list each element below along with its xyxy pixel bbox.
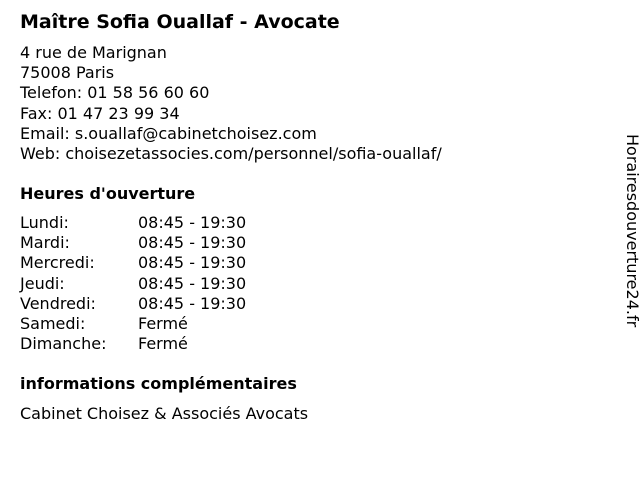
hours-day: Vendredi:: [20, 293, 96, 313]
hours-time: 08:45 - 19:30: [138, 213, 247, 232]
email-line: Email: s.ouallaf@cabinetchoisez.com: [20, 123, 317, 143]
hours-day: Dimanche:: [20, 334, 107, 354]
hours-time: 08:45 - 19:30: [138, 253, 247, 273]
address-city: 75008 Paris: [20, 63, 115, 83]
opening-hours-heading: Heures d'ouverture: [20, 184, 196, 203]
hours-day: Mercredi:: [20, 253, 95, 273]
additional-info-text: Cabinet Choisez & Associés Avocats: [20, 404, 309, 423]
web-line: Web: choisezetassocies.com/personnel/sofia-ouallaf/: [20, 144, 442, 164]
hours-row-sunday: [20, 334, 246, 354]
hours-row-saturday: [20, 314, 246, 334]
hours-day: Samedi:: [20, 314, 86, 334]
hours-row-thursday: [20, 274, 246, 294]
hours-time: Fermé: [138, 334, 188, 354]
page-title: Maître Sofia Ouallaf - Avocate: [20, 11, 340, 33]
address-street: 4 rue de Marignan: [20, 43, 167, 62]
fax-line: Fax: 01 47 23 99 34: [20, 103, 180, 123]
phone-line: Telefon: 01 58 56 60 60: [20, 83, 210, 103]
contact-block: [20, 43, 442, 164]
hours-row-tuesday: [20, 233, 246, 253]
hours-row-friday: [20, 294, 246, 314]
hours-day: Mardi:: [20, 233, 70, 253]
hours-time: 08:45 - 19:30: [138, 233, 247, 253]
opening-hours-table: [20, 213, 246, 354]
hours-time: Fermé: [138, 314, 188, 334]
site-watermark: Horairesdouverture24.fr: [623, 134, 642, 328]
hours-row-wednesday: [20, 253, 246, 273]
additional-info-heading: informations complémentaires: [20, 374, 297, 393]
hours-time: 08:45 - 19:30: [138, 273, 247, 293]
hours-day: Lundi:: [20, 213, 69, 232]
hours-day: Jeudi:: [20, 273, 65, 293]
hours-row-monday: [20, 213, 246, 233]
hours-time: 08:45 - 19:30: [138, 293, 247, 313]
